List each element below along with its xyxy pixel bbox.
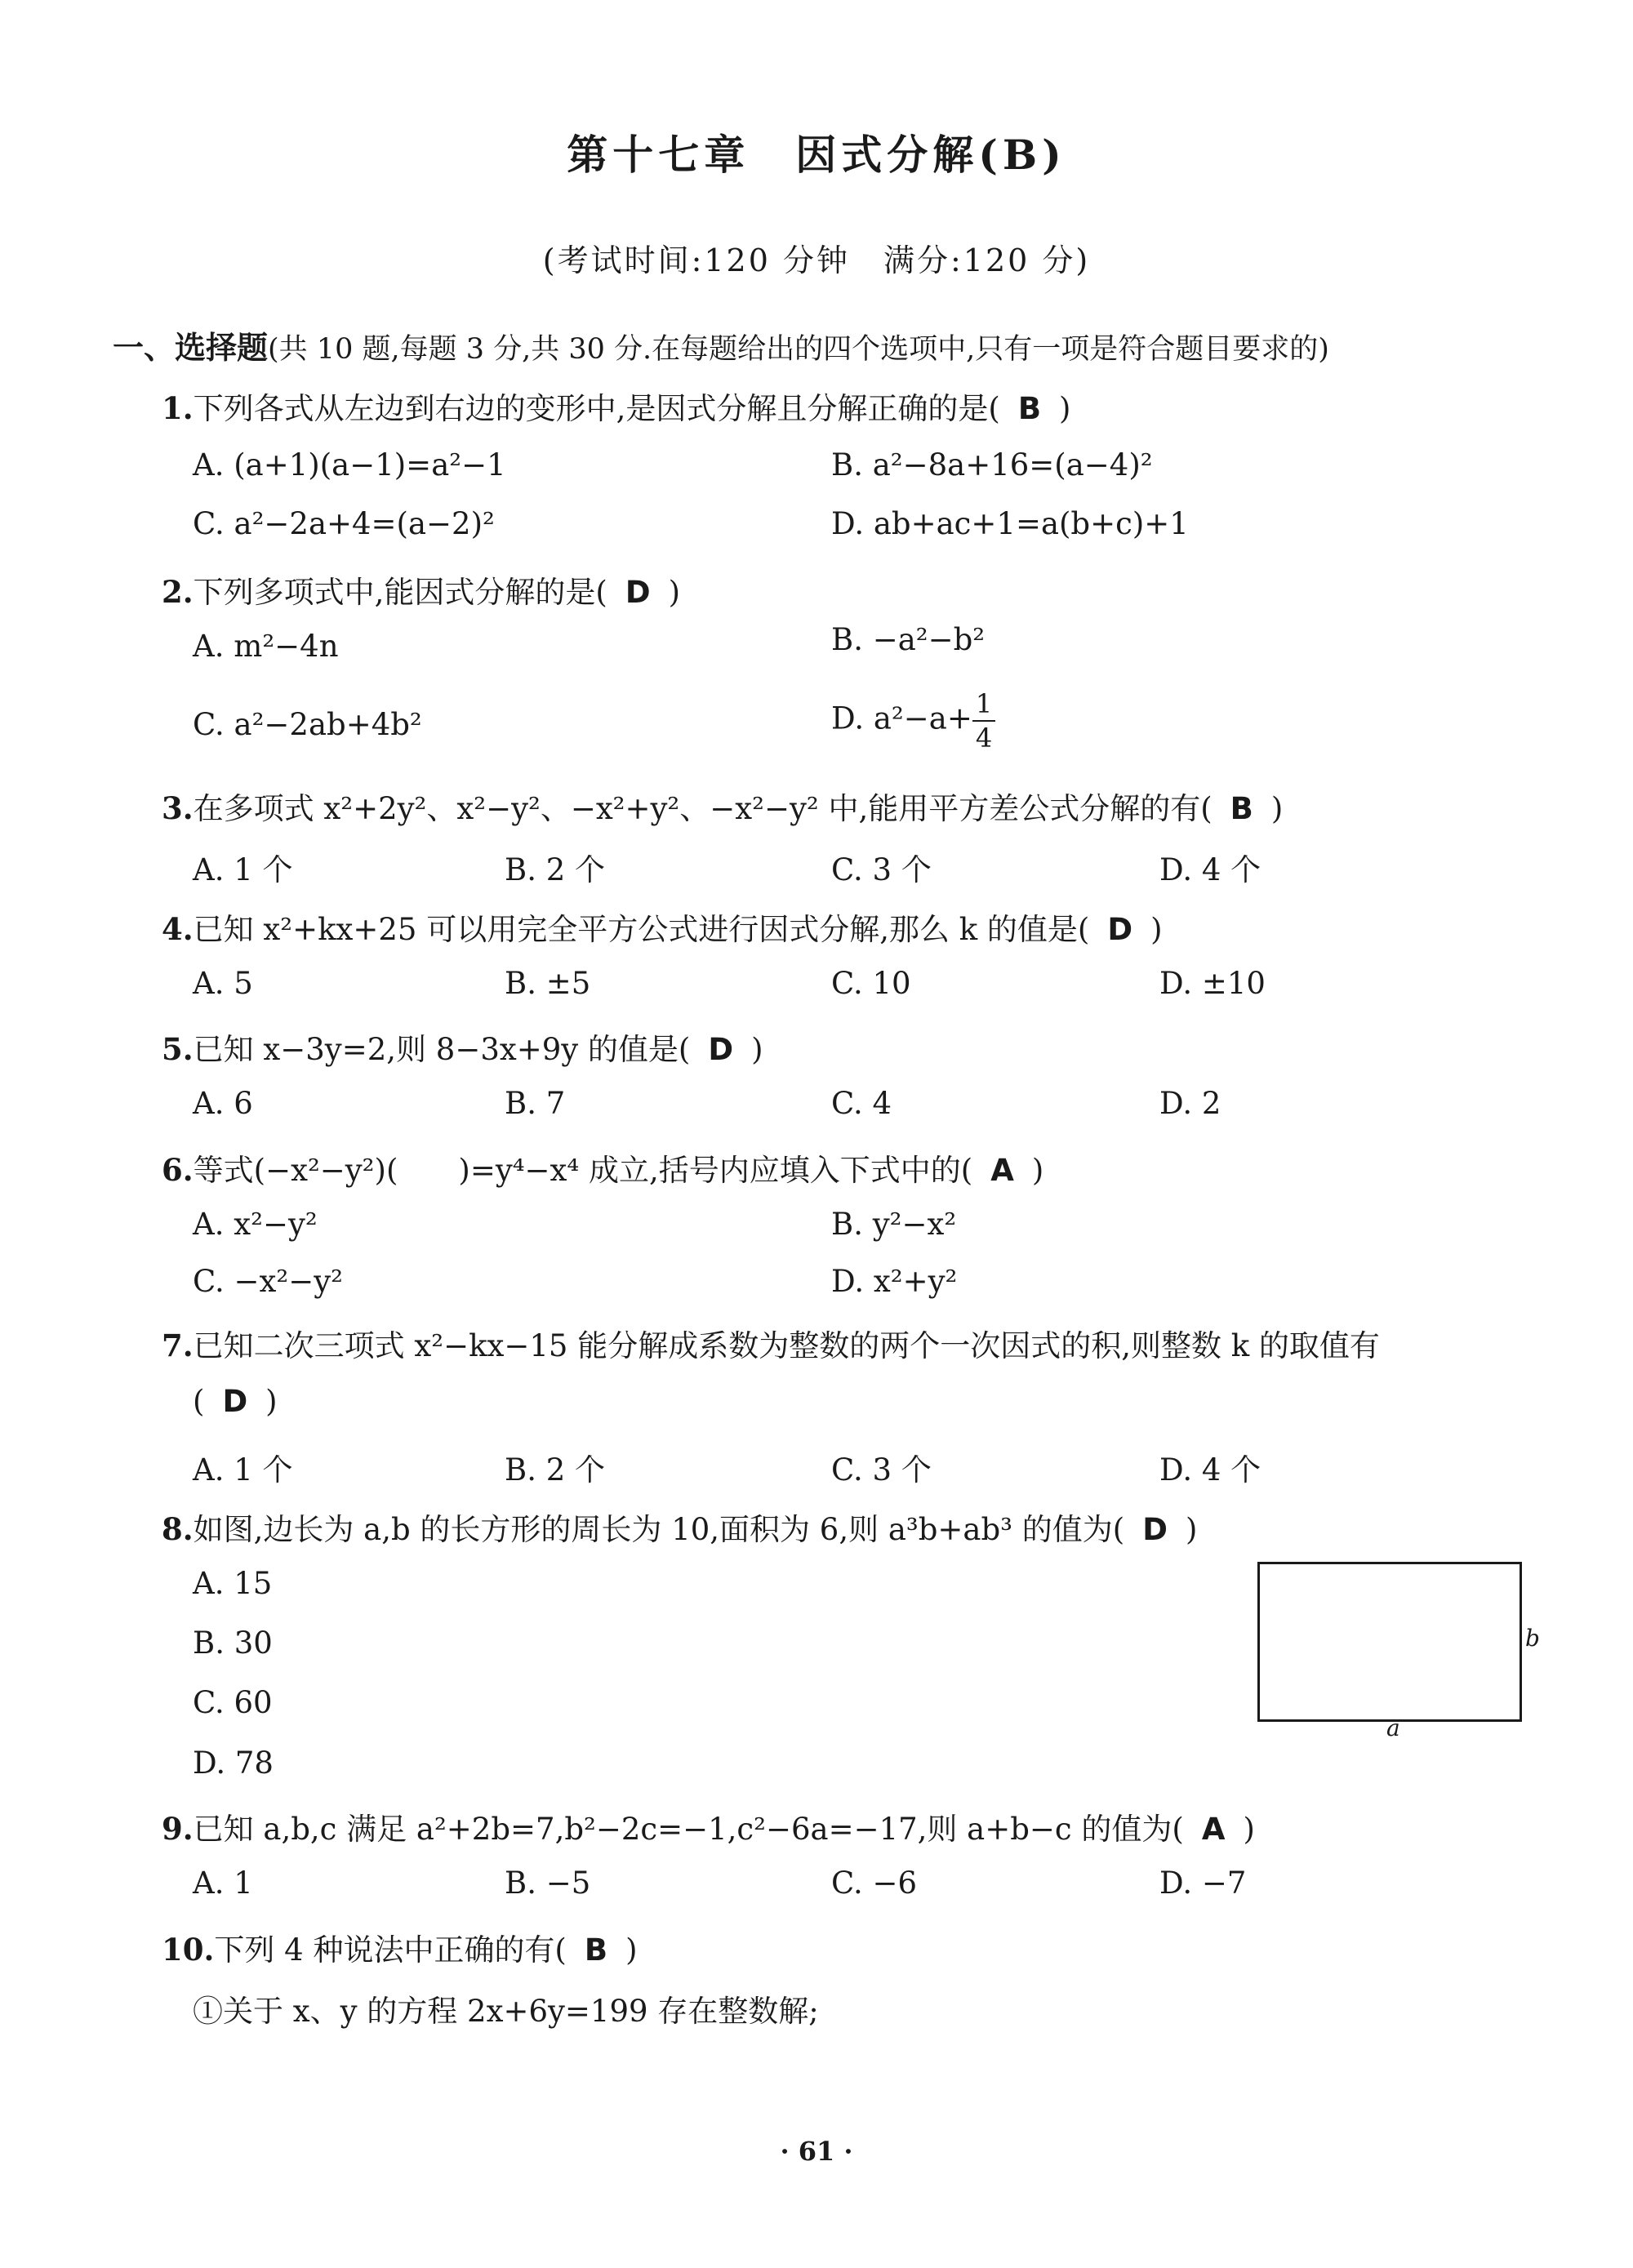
section-header bbox=[113, 322, 1599, 367]
option: C. 3 个 bbox=[831, 1452, 932, 1488]
option: C. 4 bbox=[831, 1086, 892, 1121]
option: D. 4 个 bbox=[1159, 1452, 1261, 1488]
option: B. −a²−b² bbox=[831, 622, 986, 657]
option: B. 2 个 bbox=[505, 852, 606, 887]
option: A. m²−4n bbox=[193, 629, 339, 664]
option: D. ±10 bbox=[1159, 966, 1266, 1001]
question-8: 8.如图,边长为 a,b 的长方形的周长为 10,面积为 6,则 a³b+ab³ 的值为( D ) bbox=[162, 1511, 1198, 1547]
option: D. −7 bbox=[1159, 1866, 1247, 1901]
question-7-answer: ( D ) bbox=[193, 1384, 278, 1419]
option: D. 4 个 bbox=[1159, 852, 1261, 887]
question-10: 10.下列 4 种说法中正确的有( B ) bbox=[162, 1932, 638, 1968]
option: D. a²−a+ $\frac{1}{4}$ bbox=[831, 691, 995, 751]
option: D. 78 bbox=[193, 1745, 274, 1781]
option: A. 15 bbox=[193, 1566, 273, 1601]
rectangle-figure bbox=[1257, 1562, 1522, 1722]
answer: D bbox=[1107, 912, 1133, 947]
option: C. 60 bbox=[193, 1685, 273, 1720]
answer: A bbox=[1201, 1812, 1226, 1847]
question-1: 1.下列各式从左边到右边的变形中,是因式分解且分解正确的是( B ) bbox=[162, 390, 1071, 426]
question-2: 2.下列多项式中,能因式分解的是( D ) bbox=[162, 574, 680, 610]
statement: ①关于 x、y 的方程 2x+6y=199 存在整数解; bbox=[193, 1994, 819, 2029]
option: B. 30 bbox=[193, 1625, 273, 1661]
answer: B bbox=[1017, 391, 1042, 426]
option: C. −6 bbox=[831, 1866, 918, 1901]
option: A. x²−y² bbox=[193, 1207, 318, 1242]
answer: D bbox=[222, 1384, 248, 1419]
option: A. 1 个 bbox=[193, 852, 293, 887]
option: C. 10 bbox=[831, 966, 911, 1001]
answer: B bbox=[584, 1932, 608, 1968]
option: A. (a+1)(a−1)=a²−1 bbox=[193, 447, 506, 483]
option: A. 6 bbox=[193, 1086, 253, 1121]
answer: A bbox=[990, 1153, 1014, 1188]
option: C. a²−2ab+4b² bbox=[193, 707, 422, 742]
option: B. −5 bbox=[505, 1866, 591, 1901]
option: C. 3 个 bbox=[831, 852, 932, 887]
question-9: 9.已知 a,b,c 满足 a²+2b=7,b²−2c=−1,c²−6a=−17,则 a+b−c 的值为( A ) bbox=[162, 1811, 1255, 1847]
option: B. 7 bbox=[505, 1086, 566, 1121]
fraction: $\frac{1}{4}$ bbox=[972, 691, 995, 751]
page-title: 第十七章 因式分解(B) bbox=[567, 131, 1066, 179]
option: D. 2 bbox=[1159, 1086, 1221, 1121]
option: B. a²−8a+16=(a−4)² bbox=[831, 447, 1153, 483]
side-a-label: a bbox=[1386, 1714, 1400, 1741]
option: B. ±5 bbox=[505, 966, 591, 1001]
option: B. y²−x² bbox=[831, 1207, 957, 1242]
section-heading: 一、选择题 bbox=[113, 329, 269, 366]
question-3: 3.在多项式 x²+2y²、x²−y²、−x²+y²、−x²−y² 中,能用平方差公式分解的有( B ) bbox=[162, 790, 1284, 826]
page-number: · 61 · bbox=[780, 2136, 853, 2167]
option: A. 1 bbox=[193, 1866, 253, 1901]
option: D. x²+y² bbox=[831, 1264, 958, 1299]
option: C. a²−2a+4=(a−2)² bbox=[193, 506, 495, 541]
answer: D bbox=[625, 575, 651, 610]
answer: B bbox=[1230, 791, 1253, 826]
section-note: (共 10 题,每题 3 分,共 30 分.在每题给出的四个选项中,只有一项是符合题目要求的) bbox=[268, 333, 1329, 366]
option: C. −x²−y² bbox=[193, 1264, 343, 1299]
option: D. ab+ac+1=a(b+c)+1 bbox=[831, 506, 1189, 541]
option: A. 1 个 bbox=[193, 1452, 293, 1488]
answer: D bbox=[708, 1032, 734, 1067]
question-4: 4.已知 x²+kx+25 可以用完全平方公式进行因式分解,那么 k 的值是( D ) bbox=[162, 911, 1163, 947]
question-5: 5.已知 x−3y=2,则 8−3x+9y 的值是( D ) bbox=[162, 1031, 763, 1067]
option: B. 2 个 bbox=[505, 1452, 606, 1488]
side-b-label: b bbox=[1525, 1625, 1540, 1652]
question-6: 6.等式(−x²−y²)( )=y⁴−x⁴ 成立,括号内应填入下式中的( A ) bbox=[162, 1152, 1044, 1188]
question-7: 7.已知二次三项式 x²−kx−15 能分解成系数为整数的两个一次因式的积,则整数 k 的取值有 bbox=[162, 1327, 1380, 1363]
answer: D bbox=[1142, 1512, 1168, 1547]
exam-info: (考试时间:120 分钟 满分:120 分) bbox=[542, 242, 1091, 278]
option: A. 5 bbox=[193, 966, 253, 1001]
